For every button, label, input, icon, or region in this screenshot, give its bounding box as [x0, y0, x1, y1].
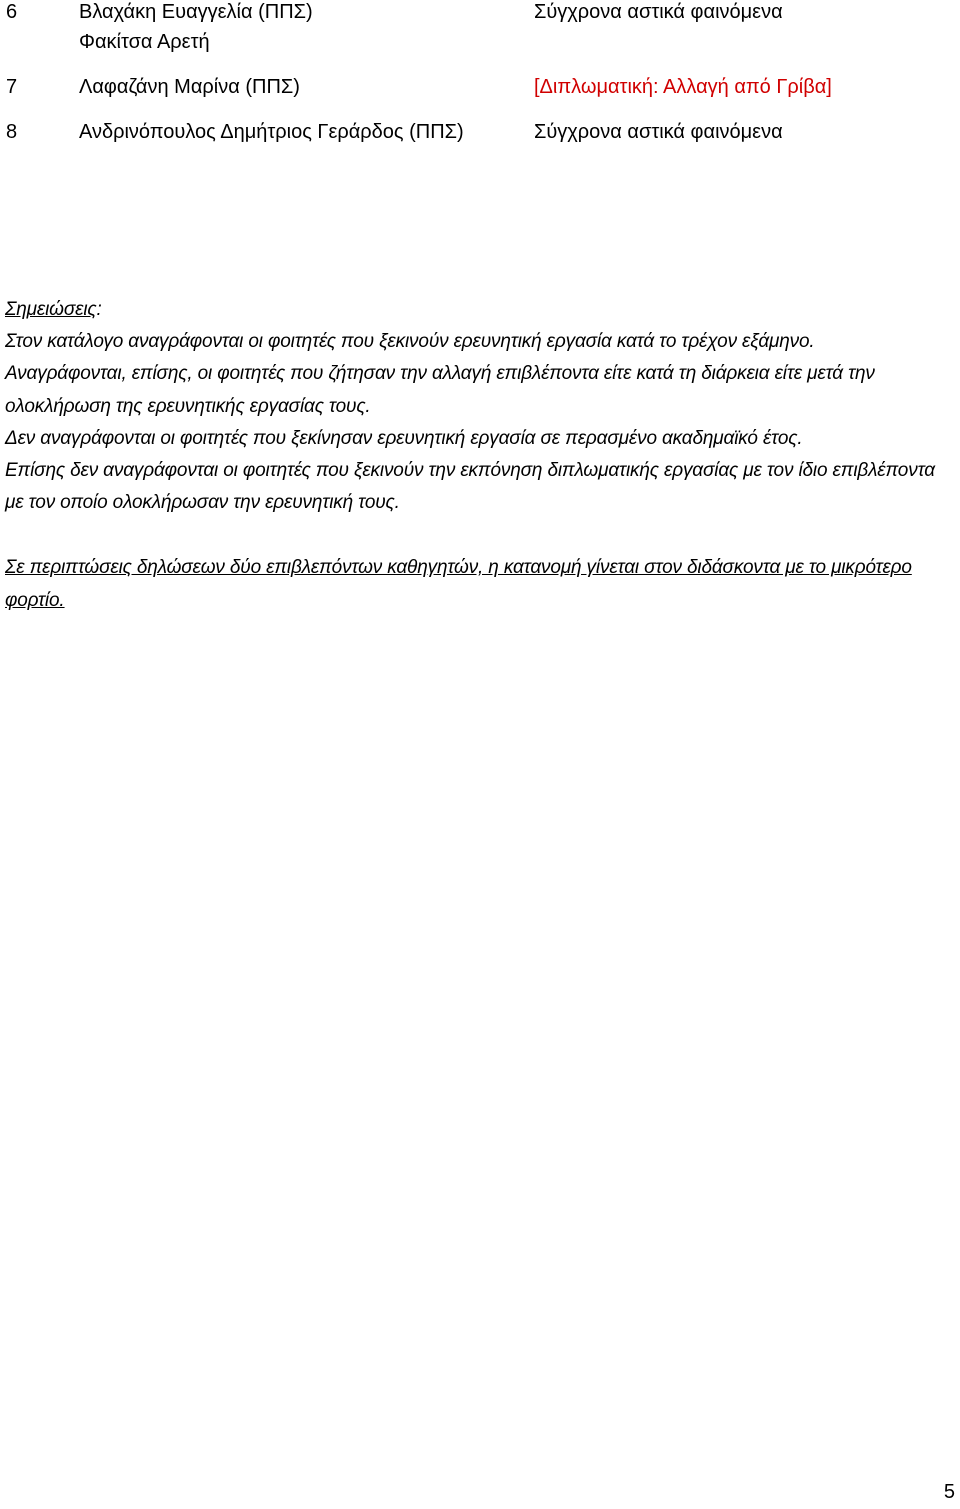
notes-heading: Σημειώσεις — [5, 299, 97, 320]
row-number: 6 — [6, 1, 18, 23]
note-line: Επίσης δεν αναγράφονται οι φοιτητές που ξεκινούν την εκπόνηση διπλωματικής εργασίας με τον ίδιο επιβλέποντα με τον οποίο ολοκλήρωσαν την ερευνητική τους. — [5, 460, 935, 514]
notes-section — [5, 294, 957, 519]
student-name: Λαφαζάνη Μαρίνα (ΠΠΣ) — [79, 76, 300, 98]
student-name: Βλαχάκη Ευαγγελία (ΠΠΣ) — [79, 1, 313, 23]
row-number: 8 — [6, 121, 18, 143]
research-topic-change-note: [Διπλωματική: Αλλαγή από Γρίβα] — [534, 76, 832, 98]
note-line: Δεν αναγράφονται οι φοιτητές που ξεκίνησαν ερευνητική εργασία σε περασμένο ακαδημαϊκό έτος. — [5, 427, 803, 449]
note-line: Αναγράφονται, επίσης, οι φοιτητές που ζήτησαν την αλλαγή επιβλέποντα είτε κατά τη διάρκεια είτε μετά την ολοκλήρωση της ερευνητικής εργασίας τους. — [5, 363, 875, 417]
research-topic: Σύγχρονα αστικά φαινόμενα — [534, 1, 783, 23]
page-number: 5 — [943, 1481, 955, 1503]
student-names — [79, 117, 464, 147]
student-name: Φακίτσα Αρετή — [79, 31, 210, 53]
notes-heading-line — [5, 294, 957, 326]
student-name: Ανδρινόπουλος Δημήτριος Γεράρδος (ΠΠΣ) — [79, 121, 464, 143]
research-topic: Σύγχρονα αστικά φαινόμενα — [534, 121, 783, 143]
row-number: 7 — [6, 76, 18, 98]
note-line: Στον κατάλογο αναγράφονται οι φοιτητές που ξεκινούν ερευνητική εργασία κατά το τρέχον εξάμηνο. — [5, 331, 815, 353]
notes-heading-colon: : — [96, 299, 102, 320]
student-names — [79, 0, 313, 57]
student-names — [79, 72, 300, 102]
final-note: Σε περιπτώσεις δηλώσεων δύο επιβλεπόντων καθηγητών, η κατανομή γίνεται στον διδάσκοντα με το μικρότερο φορτίο. — [5, 557, 912, 611]
